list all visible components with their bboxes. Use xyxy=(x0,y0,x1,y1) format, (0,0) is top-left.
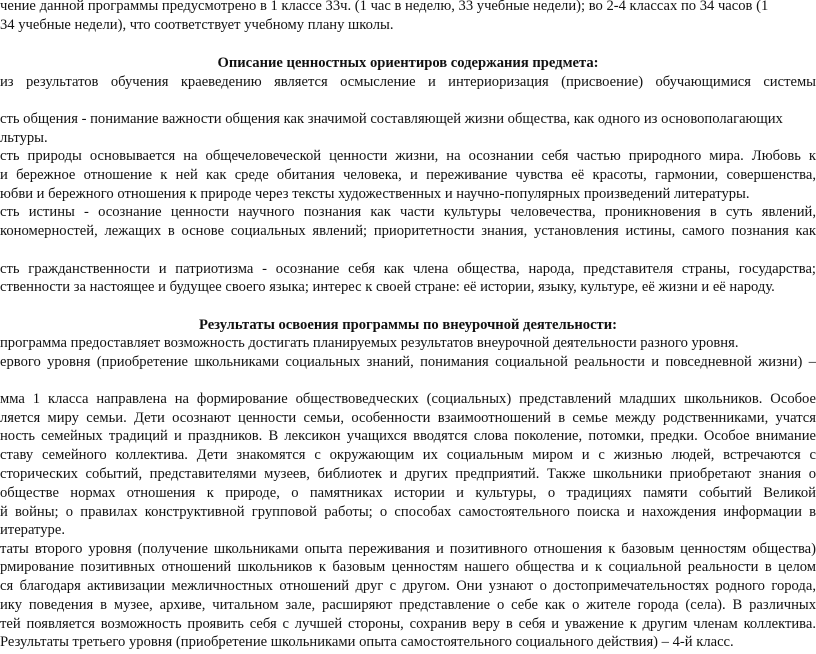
text-line: ику поведения в музее, архиве, читальном зале, расширяют представление о себе как о жителе города (села). В различных xyxy=(0,597,816,613)
text-line: таты второго уровня (получение школьниками опыта переживания и позитивного отношения к базовым ценностям общества) xyxy=(0,541,816,557)
text-line: кономерностей, лежащих в основе социальных явлений; приоритетности знания, установления истины, самого познания как xyxy=(0,223,816,239)
text-line: й войны; о правилах конструктивной групповой работы; о способах самостоятельного поиска и нахождения информации в xyxy=(0,504,816,520)
text-line: ляется миру семьи. Дети осознают ценности семьи, особенности взаимоотношений в семье между родственниками, учатся xyxy=(0,410,816,426)
text-line: тей появляется возможность проявить себя с лучшей стороны, сохранив веру в себя и уважение к другим членам коллектива. xyxy=(0,616,816,632)
section-heading: Результаты освоения программы по внеурочной деятельности: xyxy=(198,317,617,333)
text-line: программа предоставляет возможность достигать планируемых результатов внеурочной деятельности разного уровня. xyxy=(0,335,739,351)
text-line: из результатов обучения краеведению является осмысление и интериоризация (присвоение) обучающимися системы xyxy=(0,74,816,90)
text-line: сть истины - осознание ценности научного познания как части культуры человечества, проникновения в суть явлений, xyxy=(0,204,816,220)
text-line: итературе. xyxy=(0,522,65,538)
text-line: и бережное отношение к ней как среде обитания человека, и переживание чувства её красоты, гармонии, совершенства, xyxy=(0,167,816,183)
text-line: чение данной программы предусмотрено в 1 классе 33ч. (1 час в неделю, 33 учебные недели); во 2-4 классах по 34 часов (1 xyxy=(0,0,769,14)
text-line: 34 учебные недели), что соответствует учебному плану школы. xyxy=(0,17,394,33)
text-line: ственности за настоящее и будущее своего языка; интерес к своей стране: её истории, языку, культуре, её жизни и её народу. xyxy=(0,279,775,295)
text-line: сторических событий, представителями музеев, библиотек и других предприятий. Также школьники приобретают знания о xyxy=(0,466,816,482)
text-line: мма 1 класса направлена на формирование обществоведческих (социальных) представлений младших школьников. Особое xyxy=(0,391,816,407)
text-line: льтуры. xyxy=(0,130,48,146)
text-line: рмирование позитивных отношений школьников к базовым ценностям нашего общества и к социальной реальности в целом xyxy=(0,559,816,575)
text-line: обществе нормах отношения к природе, о памятниках истории и культуры, о традициях памяти событий Великой xyxy=(0,485,816,501)
section-heading: Описание ценностных ориентиров содержания предмета: xyxy=(217,55,599,71)
text-line: ся благодаря активизации межличностных отношений друг с другом. Они узнают о достопримечательностях родного города, xyxy=(0,578,816,594)
text-line: ервого уровня (приобретение школьниками социальных знаний, понимания социальной реальности и повседневной жизни) – xyxy=(0,354,816,370)
text-line: ставу семейного коллектива. Дети знакомятся с окружающим их социальным миром и с жизнью людей, встречаются с xyxy=(0,447,816,463)
text-line: сть природы основывается на общечеловеческой ценности жизни, на осознании себя частью природного мира. Любовь к xyxy=(0,148,816,164)
text-line: сть общения - понимание важности общения как значимой составляющей жизни общества, как одного из основополагающих xyxy=(0,111,783,127)
text-line: сть гражданственности и патриотизма - осознание себя как члена общества, народа, представителя страны, государства; xyxy=(0,261,816,277)
text-line: юбви и бережного отношения к природе через тексты художественных и научно-популярных произведений литературы. xyxy=(0,186,750,202)
text-line: Результаты третьего уровня (приобретение школьниками опыта самостоятельного социального действия) – 4-й класс. xyxy=(0,634,734,650)
text-line: ность семейных традиций и праздников. В лексикон учащихся вводятся слова поколение, потомки, предки. Особое внимание xyxy=(0,428,816,444)
